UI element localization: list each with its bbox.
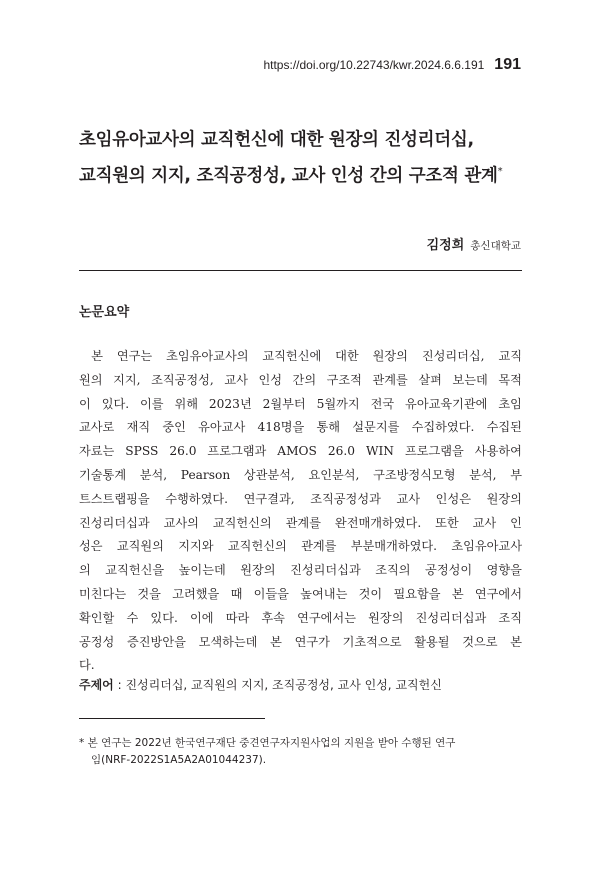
abstract-word: 있다. [150, 610, 178, 625]
abstract-word: 조직공정성과 [310, 491, 381, 506]
abstract-word: 연구에서는 [297, 610, 356, 625]
abstract-line [79, 440, 522, 464]
abstract-word: 유아교육기관에 [405, 396, 488, 411]
abstract-word: WIN [365, 444, 394, 459]
abstract-word: 연구결과, [243, 491, 295, 506]
footnote-marker: * [497, 166, 503, 177]
abstract-word: 교사로 [79, 420, 115, 435]
author-block [427, 234, 521, 253]
paper-title [79, 124, 539, 192]
abstract-line [79, 464, 522, 488]
abstract-word: 진성리더십과 [290, 563, 361, 578]
abstract-word: 연구가 [294, 634, 330, 649]
abstract-word: 교직헌신의 [212, 515, 272, 530]
abstract-word: 진성리더십과 [415, 610, 487, 625]
author-name: 김정희 [426, 238, 465, 253]
abstract-word: 26.0 [327, 444, 355, 459]
abstract-word: 26.0 [169, 444, 197, 459]
abstract-word: 기술통계 [79, 467, 127, 482]
abstract-word: 증진방안을 [127, 634, 186, 649]
abstract-word: 2023년 [208, 396, 252, 411]
abstract-line [79, 654, 522, 678]
abstract-word: 중인 [162, 420, 186, 435]
abstract-word: 프로그램을 [404, 444, 464, 459]
abstract-word: 초임유아교사 [451, 539, 522, 554]
abstract-word: 것을 [137, 586, 161, 601]
abstract-word: 또한 [435, 515, 459, 530]
abstract-line [79, 583, 522, 607]
abstract-word: 것으로 [462, 634, 498, 649]
abstract-word: 원의 [79, 372, 103, 387]
abstract-word: 미친다는 [79, 586, 127, 601]
abstract-word: 교직헌신의 [227, 539, 287, 554]
abstract-line [79, 488, 522, 512]
abstract-word: 교직원의 [116, 539, 164, 554]
abstract-line [79, 631, 522, 655]
abstract-word: 요인분석, [308, 467, 360, 482]
abstract-word: 진성리더십, [421, 349, 485, 363]
abstract-word: 구조적 [326, 372, 362, 387]
abstract-word: 초임유아교사의 [166, 349, 249, 363]
abstract-word: 교직헌신을 [105, 563, 165, 578]
abstract-line [79, 559, 522, 583]
abstract-word: 따라 [225, 610, 250, 625]
abstract-word: 교사 [472, 515, 497, 530]
running-header [263, 56, 521, 74]
abstract-word: 교직헌신에 [262, 349, 322, 363]
abstract-word: 높여내는 [300, 586, 348, 601]
abstract-word: 목적 [498, 372, 522, 387]
keywords [79, 676, 442, 693]
abstract-word: 공정성이 [425, 563, 473, 578]
abstract-word: 본 [270, 634, 282, 649]
abstract-line [79, 607, 522, 631]
abstract-word: 수집하였다. [411, 420, 475, 435]
abstract-word: 연구는 [116, 349, 153, 363]
abstract-word: 원장의 [372, 349, 408, 363]
abstract-word: 이 [79, 396, 91, 411]
abstract-word: 부 [510, 467, 522, 482]
abstract-word: 자료는 [79, 444, 115, 459]
abstract-word: 공정성 [79, 634, 115, 649]
abstract-word: 본 [451, 586, 464, 601]
abstract-word: 수집된 [486, 420, 522, 435]
abstract-word: 분석, [469, 467, 497, 482]
footnote-line-2: 임(NRF-2022S1A5A2A01044237). [91, 754, 267, 766]
abstract-word: 때 [230, 586, 243, 601]
abstract-word: 인성은 [435, 491, 471, 506]
doi-link[interactable]: https://doi.org/10.22743/kwr.2024.6.6.191 [263, 58, 485, 72]
abstract-word: 관계를 [285, 515, 321, 530]
abstract-word: 본 [510, 634, 522, 649]
abstract-word: 있다. [101, 396, 130, 411]
abstract-word: 진성리더십과 [79, 515, 150, 530]
abstract-word: SPSS [125, 444, 159, 459]
abstract-word: 조직공정성, [151, 372, 214, 387]
abstract-word: 후속 [261, 610, 285, 625]
abstract-word: 이에 [190, 610, 214, 625]
abstract-word: 통해 [316, 420, 341, 435]
author-affiliation: 총신대학교 [470, 240, 521, 252]
abstract-word: 높이는데 [178, 563, 226, 578]
abstract-word: 재직 [126, 420, 151, 435]
abstract-word: 지지와 [178, 539, 214, 554]
keywords-text: 진성리더십, 교직원의 지지, 조직공정성, 교사 인성, 교직헌신 [125, 678, 442, 692]
abstract-word: 것이 [358, 586, 383, 601]
abstract-word: 고려했을 [172, 586, 220, 601]
abstract-word: 설문지를 [352, 420, 400, 435]
abstract-word: 이들을 [253, 586, 289, 601]
title-line-2-text: 교직원의 지지, 조직공정성, 교사 인성 간의 구조적 관계 [79, 165, 498, 186]
abstract-word: 프로그램과 [207, 444, 267, 459]
abstract-word: 유아교사 [198, 420, 246, 435]
abstract-word: 필요함을 [393, 586, 441, 601]
abstract-heading: 논문요약 [79, 305, 130, 320]
keywords-separator: : [113, 678, 126, 692]
abstract-word: 보는데 [452, 372, 488, 387]
abstract-word: 사용하여 [474, 444, 522, 459]
abstract-word: 간의 [292, 372, 317, 387]
abstract-word: 교사 [224, 372, 248, 387]
abstract-word: 교직 [498, 349, 522, 363]
abstract-word: 확인할 [79, 610, 115, 625]
title-line-1: 초임유아교사의 교직헌신에 대한 원장의 진성리더십, [79, 130, 474, 150]
abstract-word: 원장의 [486, 491, 522, 506]
abstract-word: 2월부터 [262, 396, 306, 411]
abstract-word: 교사의 [163, 515, 199, 530]
abstract-word: 인 [510, 515, 522, 530]
abstract-word: 5월까지 [316, 396, 360, 411]
abstract-word: 대한 [335, 349, 359, 363]
abstract-word: 원장의 [368, 610, 404, 625]
abstract-word: 관계를 [301, 539, 337, 554]
abstract-word: 지지, [113, 372, 141, 387]
abstract-line [79, 369, 522, 393]
abstract-word: 연구에서 [474, 586, 522, 601]
footnote [79, 735, 522, 769]
abstract-body [79, 345, 522, 678]
abstract-word: 418명을 [257, 420, 305, 435]
abstract-word: 본 [91, 349, 103, 363]
abstract-line [79, 535, 522, 559]
abstract-line [79, 416, 522, 440]
abstract-line [79, 345, 522, 369]
title-divider [79, 270, 522, 271]
abstract-word: 트스트랩핑을 [79, 491, 150, 506]
abstract-word: 활용될 [414, 634, 450, 649]
abstract-word: 교사 [396, 491, 421, 506]
abstract-word: 관계를 [372, 372, 408, 387]
footnote-divider [79, 718, 265, 719]
title-line-2 [79, 156, 539, 192]
footnote-line-1: * 본 연구는 2022년 한국연구재단 중견연구자지원사업의 지원을 받아 수행된 연구 [79, 737, 456, 749]
abstract-word: 조직의 [375, 563, 411, 578]
abstract-word: 인성 [258, 372, 282, 387]
abstract-word: 조직 [498, 610, 522, 625]
abstract-word: 완전매개하였다. [334, 515, 422, 530]
abstract-word: 전국 [370, 396, 395, 411]
abstract-word: 위해 [174, 396, 199, 411]
abstract-word: 수 [126, 610, 139, 625]
abstract-word: 부분매개하였다. [350, 539, 438, 554]
abstract-word: 살펴 [418, 372, 442, 387]
abstract-word: 원장의 [240, 563, 276, 578]
abstract-word: 기초적으로 [342, 634, 402, 649]
abstract-word: 성은 [79, 539, 103, 554]
abstract-word: 영향을 [486, 563, 522, 578]
abstract-line [79, 393, 522, 417]
abstract-word: 수행하였다. [165, 491, 229, 506]
abstract-word: 구조방정식모형 [373, 467, 456, 482]
abstract-line [79, 512, 522, 536]
page-number: 191 [494, 56, 521, 73]
abstract-word: AMOS [277, 444, 317, 459]
keywords-label: 주제어 [79, 678, 114, 692]
abstract-word: 상관분석, [243, 467, 295, 482]
abstract-word: 모색하는데 [198, 634, 258, 649]
abstract-word: Pearson [180, 467, 231, 482]
abstract-word: 초임 [498, 396, 522, 411]
abstract-word: 분석, [139, 467, 168, 482]
abstract-word: 이를 [140, 396, 164, 411]
abstract-word: 의 [79, 563, 91, 578]
abstract-word: 다. [79, 658, 95, 673]
